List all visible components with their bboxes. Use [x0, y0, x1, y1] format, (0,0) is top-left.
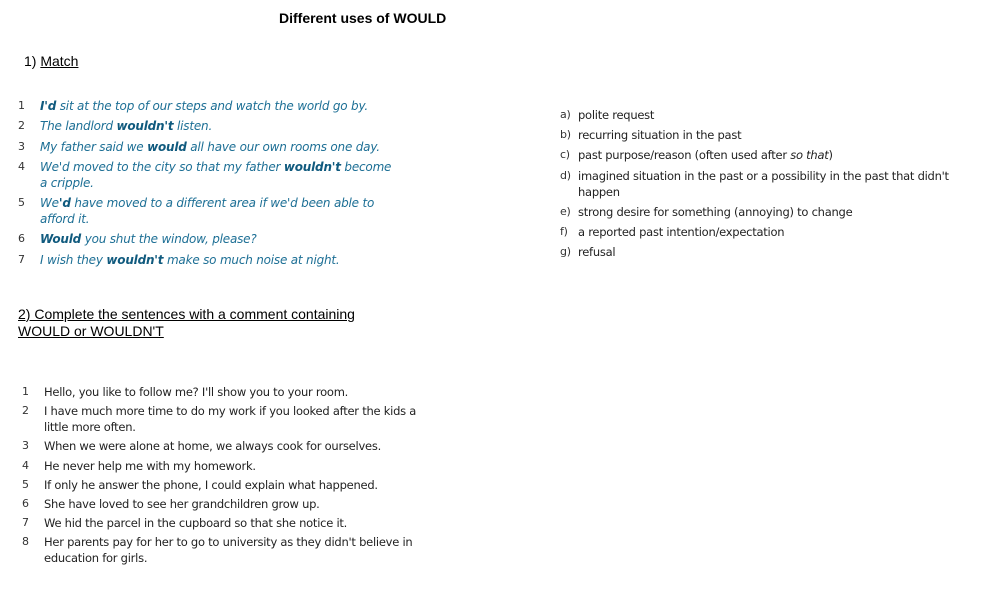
list-item: [22, 384, 422, 400]
item-number: 4: [18, 159, 25, 173]
sentence-text: listen.: [173, 119, 213, 134]
item-number: 1: [22, 385, 29, 398]
list-item: [18, 139, 398, 155]
use-text: polite request: [578, 108, 655, 122]
item-number: 4: [22, 458, 29, 472]
list-item: [560, 107, 960, 123]
item-number: 7: [22, 516, 29, 530]
list-item: [22, 515, 422, 531]
item-letter: c): [560, 148, 570, 162]
list-item: [560, 244, 960, 260]
would-form: would: [147, 139, 187, 154]
item-letter: b): [560, 128, 571, 142]
item-number: 6: [22, 496, 29, 510]
would-form: wouldn't: [116, 119, 174, 134]
item-number: 7: [18, 252, 25, 266]
item-number: 5: [18, 196, 25, 210]
section2-heading: 2) Complete the sentences with a comment containing WOULD or WOULDN'T: [18, 306, 355, 339]
use-emphasis: so that: [790, 148, 829, 163]
item-number: 6: [18, 232, 25, 246]
list-item: [22, 438, 422, 454]
use-text: ): [828, 148, 833, 163]
item-letter: e): [560, 204, 571, 218]
sentence-text: make so much noise at night.: [163, 252, 340, 267]
list-item: [22, 496, 422, 512]
item-number: 8: [22, 535, 29, 549]
use-text: refusal: [578, 245, 616, 260]
would-form: wouldn't: [283, 159, 341, 174]
sentence-text: We'd moved to the city so that my father: [40, 159, 284, 174]
use-text: a reported past intention/expectation: [578, 224, 785, 239]
list-item: [560, 224, 960, 240]
list-item: [560, 127, 960, 143]
sentence-text: Hello, you like to follow me? I'll show you to your room.: [44, 385, 349, 399]
sentence-text: We hid the parcel in the cupboard so that she notice it.: [44, 516, 348, 531]
list-item: [560, 204, 960, 220]
sentence-text: He never help me with my homework.: [44, 458, 256, 473]
sentence-text: If only he answer the phone, I could explain what happened.: [44, 477, 378, 492]
section1-heading: [24, 53, 78, 69]
sentence-text: all have our own rooms one day.: [186, 139, 380, 154]
item-letter: f): [560, 224, 568, 238]
complete-sentences-list: [22, 384, 422, 570]
page-title: Different uses of WOULD: [279, 10, 447, 26]
sentence-text: have moved to a different area if we'd been able to afford it.: [40, 196, 375, 227]
list-item: [18, 195, 398, 227]
match-uses-list: [560, 107, 960, 264]
item-letter: d): [560, 168, 571, 182]
section1-title: Match: [40, 53, 79, 69]
use-text: strong desire for something (annoying) to change: [578, 204, 853, 219]
sentence-text: I wish they: [40, 252, 107, 267]
list-item: [18, 231, 398, 247]
item-letter: a): [560, 108, 571, 121]
list-item: [22, 403, 422, 435]
sentence-text: When we were alone at home, we always cook for ourselves.: [44, 439, 381, 454]
sentence-text: My father said we: [40, 139, 148, 154]
sentence-text: I have much more time to do my work if you looked after the kids a little more often.: [44, 404, 417, 435]
list-item: [560, 147, 960, 163]
list-item: [22, 458, 422, 474]
list-item: [18, 98, 398, 114]
sentence-text: you shut the window, please?: [81, 232, 257, 247]
use-text: past purpose/reason (often used after: [578, 148, 791, 163]
item-number: 1: [18, 99, 25, 112]
sentence-text: She have loved to see her grandchildren grow up.: [44, 496, 320, 511]
sentence-text: sit at the top of our steps and watch the world go by.: [56, 99, 369, 113]
list-item: [18, 118, 398, 134]
list-item: [560, 168, 960, 200]
match-sentences-list: [18, 98, 398, 272]
sentence-text: Her parents pay for her to go to university as they didn't believe in education for girls.: [44, 535, 413, 566]
would-form: Would: [40, 232, 82, 247]
item-number: 2: [18, 119, 25, 133]
list-item: [18, 159, 398, 191]
would-form: I'd: [40, 99, 57, 113]
item-letter: g): [560, 245, 571, 259]
use-text: imagined situation in the past or a possibility in the past that didn't happen: [578, 168, 949, 199]
sentence-text: We: [40, 196, 59, 211]
list-item: [22, 477, 422, 493]
sentence-text: The landlord: [40, 119, 117, 134]
item-number: 3: [18, 139, 25, 153]
item-number: 2: [22, 404, 29, 418]
sentence-text: become a cripple.: [40, 159, 392, 190]
would-form: wouldn't: [106, 252, 164, 267]
list-item: [18, 252, 398, 268]
section1-number: 1): [24, 53, 37, 69]
item-number: 5: [22, 477, 29, 491]
list-item: [22, 534, 422, 566]
item-number: 3: [22, 439, 29, 453]
would-form: 'd: [58, 196, 71, 211]
use-text: recurring situation in the past: [578, 128, 742, 143]
